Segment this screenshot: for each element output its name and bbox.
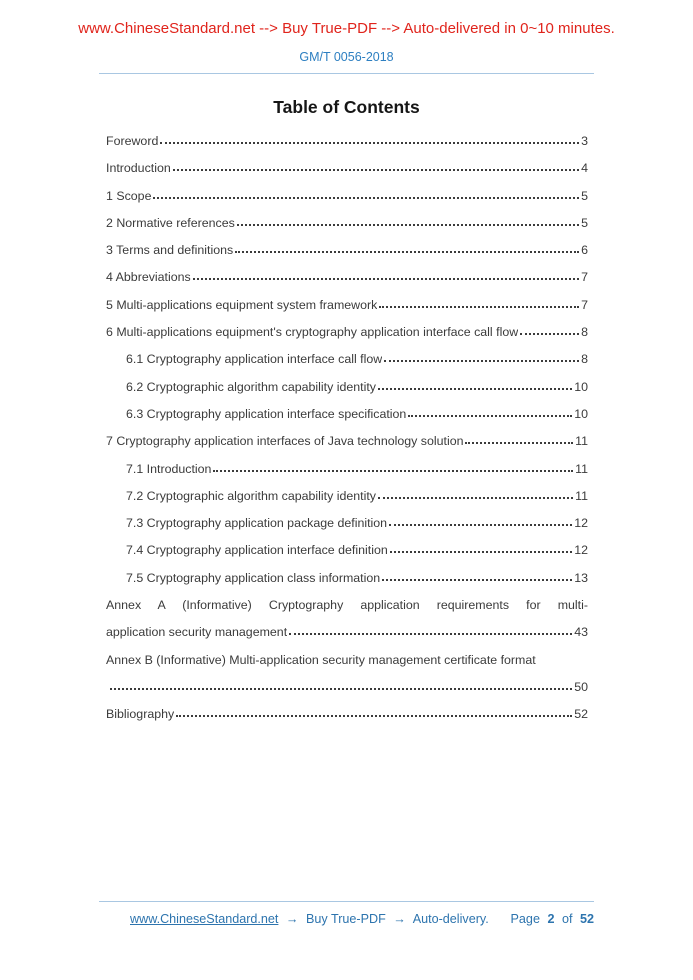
toc-entry-label: 6.1 Cryptography application interface call flow [126,352,383,367]
toc-entry-label: 7.4 Cryptography application interface definition [126,543,388,558]
leader-dots [289,633,572,635]
promo-banner: www.ChineseStandard.net --> Buy True-PDF --> Auto-delivered in 0~10 minutes. [78,20,615,37]
toc-entry [106,270,588,297]
toc-entry-label: 7.1 Introduction [126,461,212,476]
footer-promo [130,912,489,926]
toc-page-number: 43 [574,625,588,640]
leader-dots [235,251,579,253]
leader-dots [390,551,572,553]
toc-entry [106,189,588,216]
toc-page-number: 12 [574,543,588,558]
toc-entry-label: Introduction [106,161,171,176]
toc-page-number: 11 [575,488,588,503]
toc-entry [106,434,588,461]
toc-entry-label: 6 Multi-applications equipment's cryptography application interface call flow [106,325,519,340]
toc-entry-label: 7.2 Cryptographic algorithm capability identity [126,488,377,503]
leader-dots [520,333,579,335]
page-footer [99,901,594,926]
toc-page-number: 6 [581,243,588,258]
toc-page-number: 3 [581,134,588,148]
leader-dots [384,360,579,362]
page-title: Table of Contents [273,97,420,117]
toc-entry-label: 6.2 Cryptographic algorithm capability identity [126,379,377,394]
toc-entry [106,161,588,188]
leader-dots [160,142,579,144]
toc-page-number: 50 [574,679,588,694]
toc-entry-label: 7.3 Cryptography application package definition [126,516,388,531]
leader-dots [193,278,579,280]
toc-page-number: 7 [581,297,588,312]
footer-delivery-text: Auto-delivery. [412,912,489,926]
toc-entry [106,298,588,325]
leader-dots [173,169,579,171]
toc-entry-label: 7.5 Cryptography application class information [126,570,381,585]
page-indicator-current: 2 [547,912,555,926]
toc-entry-label: 1 Scope [106,188,152,203]
toc-entry [106,516,588,543]
toc-page-number: 52 [574,707,588,722]
leader-dots [237,224,579,226]
toc-entry [106,625,588,652]
toc-entry-label: 6.3 Cryptography application interface specification [126,406,407,421]
toc-page-number: 5 [581,215,588,230]
toc-page-number: 13 [574,570,588,585]
arrow-right-icon: → [393,912,406,926]
toc-page-number: 11 [575,461,588,476]
page-indicator-label: Page [510,912,540,926]
toc-page-number: 5 [581,188,588,203]
toc-entry-label: Foreword [106,134,159,148]
page-indicator [511,912,594,926]
toc-page-number: 10 [574,379,588,394]
toc-entry-label: 5 Multi-applications equipment system framework [106,297,378,312]
toc-entry [106,407,588,434]
toc-entry-label: 4 Abbreviations [106,270,191,285]
toc-page-number: 8 [581,352,588,367]
toc-page-number: 4 [581,161,588,176]
toc-entry [106,325,588,352]
leader-dots [408,415,572,417]
standard-code: GM/T 0056-2018 [299,50,394,64]
arrow-right-icon: → [285,912,299,926]
toc-page-number: 10 [574,406,588,421]
toc-entry-label: 7 Cryptography application interfaces of Java technology solution [106,434,464,449]
leader-dots [379,306,579,308]
toc-page-number: 12 [574,516,588,531]
toc-entry [106,707,588,734]
leader-dots [378,388,572,390]
toc-entry [106,489,588,516]
leader-dots [389,524,572,526]
toc-entry [106,543,588,570]
toc-entry [106,134,588,161]
leader-dots [378,497,573,499]
toc-page-number: 7 [581,270,588,285]
toc-entry [106,216,588,243]
toc-entry [106,352,588,379]
toc-entry [106,571,588,598]
toc-entry-line1: Annex A (Informative) Cryptography application requirements for multi- [106,598,588,613]
footer-buy-text: Buy True-PDF [306,912,386,926]
leader-dots [110,688,572,690]
leader-dots [382,579,572,581]
toc-entry-label: application security management [106,625,288,640]
toc-page-number: 8 [581,325,588,340]
page-indicator-of: of [561,912,573,926]
leader-dots [213,470,573,472]
footer-link[interactable]: www.ChineseStandard.net [130,912,279,926]
toc-list [106,134,588,735]
toc-entry-label: Bibliography [106,707,175,722]
toc-entry-label: 2 Normative references [106,215,235,230]
leader-dots [176,715,572,717]
leader-dots [465,442,573,444]
toc-entry-line1: Annex B (Informative) Multi-application security management certificate format [106,652,536,667]
header-divider [99,73,594,74]
toc-entry [106,680,588,707]
toc-entry [106,243,588,270]
toc-entry-label: 3 Terms and definitions [106,243,234,258]
toc-page-number: 11 [575,434,588,449]
toc-entry [106,380,588,407]
toc-entry [106,462,588,489]
page-indicator-total: 52 [579,912,594,926]
leader-dots [153,197,579,199]
